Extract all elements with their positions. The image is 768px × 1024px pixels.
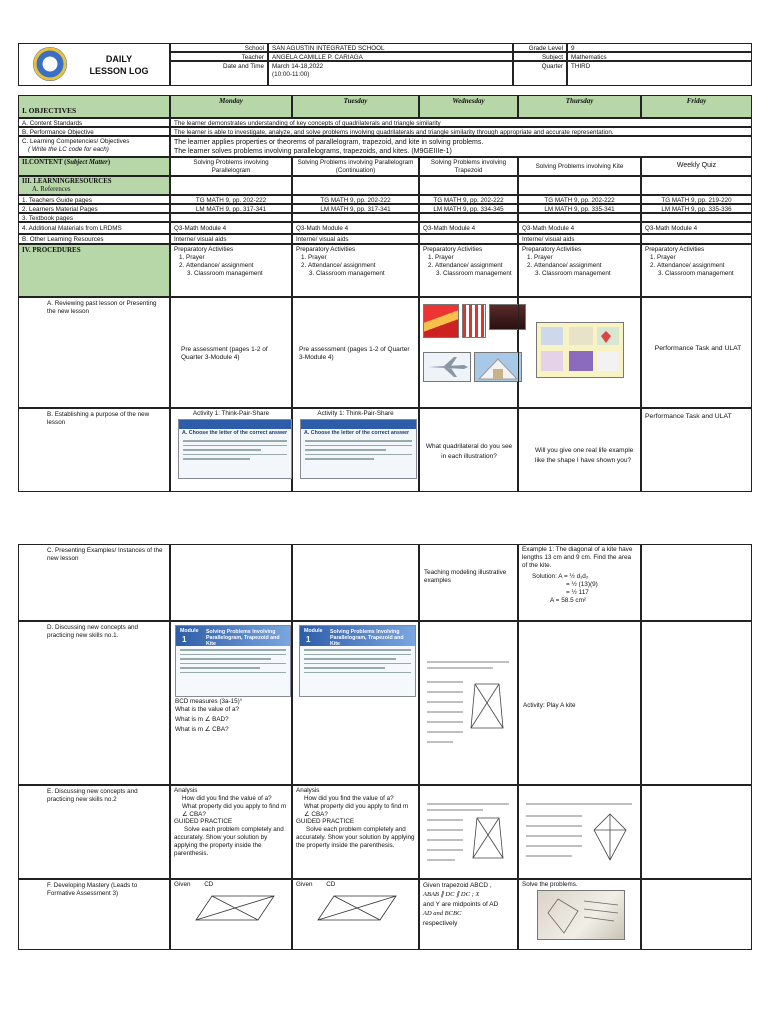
presenting-wed: Teaching modeling illustrative examples bbox=[419, 544, 518, 621]
discussing1-thu: Activity: Play A kite bbox=[518, 621, 641, 785]
parallelogram-figure-tue bbox=[312, 892, 402, 926]
discussing1-fri bbox=[641, 621, 752, 785]
grade-label: Grade Level bbox=[513, 43, 567, 52]
content-wednesday: Solving Problems involving Trapezoid bbox=[419, 157, 518, 176]
discussing2-tue: Analysis How did you find the value of a? What property did you apply to find m ∠ CBA? GUIDED PRACTICE Solve each problem completely and accurately. Show your solution by applying the property inside the parenthesis. bbox=[292, 785, 419, 879]
worksheet-image-mon: A. Choose the letter of the correct answer bbox=[178, 419, 292, 479]
presenting-tue bbox=[292, 544, 419, 621]
lm-mon: LM MATH 9, pp. 317-341 bbox=[170, 204, 292, 213]
discussing2-fri bbox=[641, 785, 752, 879]
reviewing-tue: Pre assessment (pages 1-2 of Quarter 3-Module 4) bbox=[292, 297, 419, 408]
other-resources-label: B. Other Learning Resources bbox=[18, 234, 170, 244]
textbook-fri bbox=[641, 213, 752, 222]
presenting-mon bbox=[170, 544, 292, 621]
prep-thu: Preparatory Activities 1. Prayer 2. Attendance/ assignment 3. Classroom management bbox=[518, 244, 641, 297]
lm-tue: LM MATH 9, pp. 317-341 bbox=[292, 204, 419, 213]
presenting-thu: Example 1: The diagonal of a kite have lengths 13 cm and 9 cm. Find the area of the kite. Solution: A = ½ d₁d₂ = ½ (13)(9) = ½ 117 A = 58.5 cm² bbox=[518, 544, 641, 621]
trapezoid-practice-figure bbox=[423, 800, 515, 870]
lm-fri: LM MATH 9, pp. 335-336 bbox=[641, 204, 752, 213]
tg-wed: TG MATH 9, pp. 202-222 bbox=[419, 195, 518, 204]
kite-collage-image bbox=[536, 322, 624, 378]
other-mon: Interne/ visual aids bbox=[170, 234, 292, 244]
purpose-mon: Activity 1: Think-Pair-Share bbox=[170, 408, 292, 492]
discussing2-mon: Analysis How did you find the value of a? What property did you apply to find m ∠ CBA? GUIDED PRACTICE Solve each problem completely and accurately. Show your solution by applying the property inside the parenthesis. bbox=[170, 785, 292, 879]
day-thursday: Thursday bbox=[518, 95, 641, 118]
kite-collage-icon bbox=[537, 323, 623, 377]
resources-tue bbox=[292, 176, 419, 195]
teacher-value: ANGELA CAMILLE P. CARIAGA bbox=[268, 52, 513, 61]
content-monday: Solving Problems involving Parallelogram bbox=[170, 157, 292, 176]
textbook-label: 3. Textbook pages bbox=[18, 213, 170, 222]
date-value: March 14-18,2022 (10:00-11:00) bbox=[268, 61, 513, 86]
quarter-value: THIRD bbox=[567, 61, 752, 86]
discussing1-label: D. Discussing new concepts and practicing new skills no.1. bbox=[18, 621, 170, 785]
mastery-label: F. Developing Mastery (Leads to Formative Assessment 3) bbox=[18, 879, 170, 950]
content-standards-text: The learner demonstrates understanding of key concepts of quadrilaterals and triangle similarity bbox=[170, 118, 752, 127]
content-tuesday: Solving Problems involving Parallelogram (Continuation) bbox=[292, 157, 419, 176]
discussing2-label: E. Discussing new concepts and practicing new skills no.2 bbox=[18, 785, 170, 879]
prep-fri: Preparatory Activities 1. Prayer 2. Attendance/ assignment 3. Classroom management bbox=[641, 244, 752, 297]
resources-mon bbox=[170, 176, 292, 195]
other-thu: Interne/ visual aids bbox=[518, 234, 641, 244]
performance-objective-label: B. Performance Objective bbox=[18, 127, 170, 136]
school-label: School bbox=[170, 43, 268, 52]
procedures-label: IV. PROCEDURES bbox=[18, 244, 170, 297]
resources-fri bbox=[641, 176, 752, 195]
prep-tue: Preparatory Activities 1. Prayer 2. Attendance/ assignment 3. Classroom management bbox=[292, 244, 419, 297]
purpose-wed: What quadrilateral do you see in each illustration? bbox=[419, 408, 518, 492]
trapezoid-worksheet-figure bbox=[423, 656, 515, 752]
day-friday: Friday bbox=[641, 95, 752, 118]
quarter-label: Quarter bbox=[513, 61, 567, 86]
tg-thu: TG MATH 9, pp. 202-222 bbox=[518, 195, 641, 204]
content-thursday: Solving Problems involving Kite bbox=[518, 157, 641, 176]
kite-problem-icon bbox=[538, 891, 624, 939]
tg-tue: TG MATH 9, pp. 202-222 bbox=[292, 195, 419, 204]
mastery-fri bbox=[641, 879, 752, 950]
textbook-wed bbox=[419, 213, 518, 222]
resources-wed bbox=[419, 176, 518, 195]
additional-tue: Q3-Math Module 4 bbox=[292, 222, 419, 234]
presenting-label: C. Presenting Examples/ Instances of the new lesson bbox=[18, 544, 170, 621]
prep-mon: Preparatory Activities 1. Prayer 2. Attendance/ assignment 3. Classroom management bbox=[170, 244, 292, 297]
additional-mon: Q3-Math Module 4 bbox=[170, 222, 292, 234]
parallelogram-figure-mon bbox=[190, 892, 280, 926]
subject-value: Mathematics bbox=[567, 52, 752, 61]
tg-fri: TG MATH 9, pp. 219-220 bbox=[641, 195, 752, 204]
additional-fri: Q3-Math Module 4 bbox=[641, 222, 752, 234]
day-monday: Monday bbox=[170, 95, 292, 118]
deped-seal-icon bbox=[33, 47, 67, 81]
content-friday: Weekly Quiz bbox=[641, 157, 752, 176]
subject-label: Subject bbox=[513, 52, 567, 61]
additional-wed: Q3-Math Module 4 bbox=[419, 222, 518, 234]
presenting-fri bbox=[641, 544, 752, 621]
module-card-mon: Module 1 Solving Problems Involving Parallelogram, Trapezoid and Kite bbox=[175, 625, 291, 697]
content-standards-label: A. Content Standards bbox=[18, 118, 170, 127]
popcorn-image bbox=[462, 304, 486, 338]
module-card-tue: Module 1 Solving Problems Involving Parallelogram, Trapezoid and Kite bbox=[299, 625, 416, 697]
teacher-label: Teacher bbox=[170, 52, 268, 61]
content-label: II.CONTENT (Subject Matter) bbox=[18, 157, 170, 176]
date-label: Date and Time bbox=[170, 61, 268, 86]
purpose-tue: Activity 1: Think-Pair-Share bbox=[292, 408, 419, 492]
reviewing-mon: Pre assessment (pages 1-2 of Quarter 3-Module 4) bbox=[170, 297, 292, 408]
mastery-wed: Given trapezoid ABCD , ABAB ∥ DC ∥ DC ; X and Y are midpoints of AD AD and BCBC respectively bbox=[419, 879, 518, 950]
competencies-label: C. Learning Competencies/ Objectives ( Write the LC code for each) bbox=[18, 136, 170, 157]
mastery-thu: Solve the problems. bbox=[518, 879, 641, 950]
competencies-text: The learner applies properties or theorems of parallelogram, trapezoid, and kite in solving problems. The learner solves problems involving parallelograms, trapezoids, and kites. (M9GEIIIe-1) bbox=[170, 136, 752, 157]
kite-practice-figure bbox=[522, 800, 638, 870]
house-roof-image bbox=[474, 352, 522, 382]
purpose-fri: Performance Task and ULAT bbox=[641, 408, 752, 492]
additional-label: 4. Additional Materials from LRDMS bbox=[18, 222, 170, 234]
prep-wed: Preparatory Activities 1. Prayer 2. Attendance/ assignment 3. Classroom management bbox=[419, 244, 518, 297]
reviewing-fri: Performance Task and ULAT bbox=[641, 297, 752, 408]
other-tue: Interne/ visual aids bbox=[292, 234, 419, 244]
house-roof-icon bbox=[475, 353, 521, 381]
other-wed bbox=[419, 234, 518, 244]
lm-label: 2. Learners Material Pages bbox=[18, 204, 170, 213]
airplane-icon bbox=[424, 353, 470, 381]
textbook-mon bbox=[170, 213, 292, 222]
textbook-tue bbox=[292, 213, 419, 222]
worksheet-image-tue: A. Choose the letter of the correct answer bbox=[300, 419, 417, 479]
resources-label: III. LEARNINGRESOURCES A. References bbox=[18, 176, 170, 195]
other-fri bbox=[641, 234, 752, 244]
performance-objective-text: The learner is able to investigate, analyze, and solve problems involving quadrilaterals and triangle similarity through appropriate and accurate representation. bbox=[170, 127, 752, 136]
lm-thu: LM MATH 9, pp. 335-341 bbox=[518, 204, 641, 213]
mastery-tue: Given CD bbox=[292, 879, 419, 950]
additional-thu: Q3-Math Module 4 bbox=[518, 222, 641, 234]
tg-mon: TG MATH 9, pp. 202-222 bbox=[170, 195, 292, 204]
objectives-heading: I. OBJECTIVES bbox=[18, 95, 170, 118]
day-tuesday: Tuesday bbox=[292, 95, 419, 118]
tg-label: 1. Teachers Guide pages bbox=[18, 195, 170, 204]
purpose-label: B. Establishing a purpose of the new lesson bbox=[18, 408, 170, 492]
resources-thu bbox=[518, 176, 641, 195]
airplane-image bbox=[423, 352, 471, 382]
day-wednesday: Wednesday bbox=[419, 95, 518, 118]
textbook-thu bbox=[518, 213, 641, 222]
purpose-thu: Will you give one real life example like the shape I have shown you? bbox=[518, 408, 641, 492]
school-value: SAN AGUSTIN INTEGRATED SCHOOL bbox=[268, 43, 513, 52]
kite-problem-photo bbox=[537, 890, 625, 940]
grade-value: 9 bbox=[567, 43, 752, 52]
reviewing-label: A. Reviewing past lesson or Presenting the new lesson bbox=[18, 297, 170, 408]
mastery-mon: Given CD bbox=[170, 879, 292, 950]
discussing1-mon: BCD measures (3a-15)° What is the value of a? What is m ∠ BAD? What is m ∠ CBA? bbox=[170, 621, 292, 785]
lm-wed: LM MATH 9, pp. 334-345 bbox=[419, 204, 518, 213]
chips-bag-image bbox=[423, 304, 459, 338]
header-title: DAILY LESSON LOG bbox=[89, 54, 149, 76]
